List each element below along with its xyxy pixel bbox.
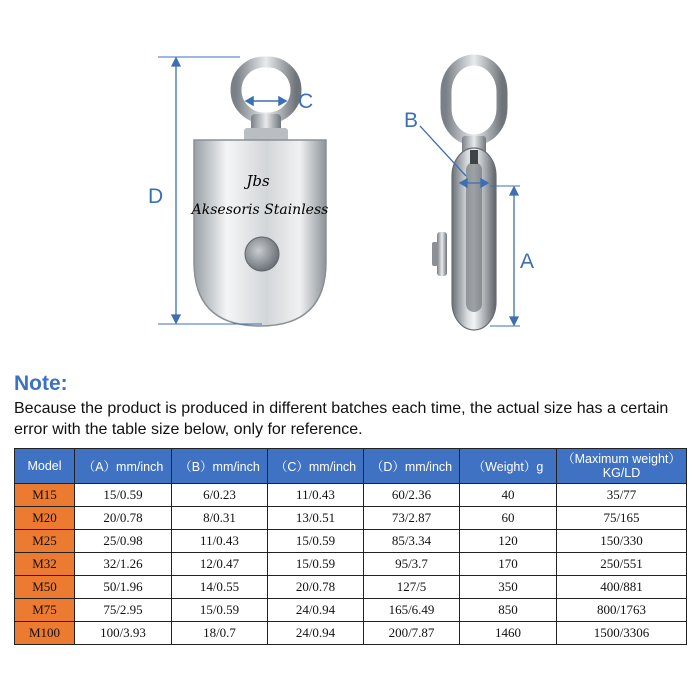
header-weight: （Weight）g [460,449,557,484]
cell-max-weight: 250/551 [557,553,687,576]
cell-a: 15/0.59 [75,484,172,507]
cell-c: 13/0.51 [268,507,364,530]
cell-max-weight: 150/330 [557,530,687,553]
cell-b: 15/0.59 [172,599,268,622]
brand-line1: Jbs [246,172,270,190]
cell-d: 95/3.7 [364,553,460,576]
cell-b: 8/0.31 [172,507,268,530]
cell-model: M15 [15,484,75,507]
header-c: （C）mm/inch [268,449,364,484]
cell-weight: 1460 [460,622,557,645]
header-b: （B）mm/inch [172,449,268,484]
cell-model: M50 [15,576,75,599]
cell-a: 100/3.93 [75,622,172,645]
cell-weight: 850 [460,599,557,622]
header-a: （A）mm/inch [75,449,172,484]
table-row [15,507,687,530]
cell-a: 25/0.98 [75,530,172,553]
cell-max-weight: 35/77 [557,484,687,507]
cell-b: 6/0.23 [172,484,268,507]
cell-a: 20/0.78 [75,507,172,530]
cell-c: 11/0.43 [268,484,364,507]
cell-c: 24/0.94 [268,622,364,645]
cell-model: M32 [15,553,75,576]
dimension-c-arrow [246,97,286,105]
cell-c: 15/0.59 [268,553,364,576]
header-max-weight-line2: KG/LD [602,466,641,480]
label-d: D [148,185,164,208]
label-a: A [520,250,535,273]
cell-a: 50/1.96 [75,576,172,599]
cell-b: 14/0.55 [172,576,268,599]
note-title: Note: [14,372,68,395]
cell-d: 165/6.49 [364,599,460,622]
header-model: Model [15,449,75,484]
cell-weight: 170 [460,553,557,576]
cell-b: 11/0.43 [172,530,268,553]
size-table [14,448,687,645]
brand-line2: Aksesoris Stainless [191,202,329,218]
note-text: Because the product is produced in different batches each time, the actual size has a certain error with the table size below, only for reference. [14,400,669,438]
table-row [15,530,687,553]
cell-d: 127/5 [364,576,460,599]
cell-model: M25 [15,530,75,553]
cell-model: M75 [15,599,75,622]
side-wheel [432,148,496,330]
cell-model: M100 [15,622,75,645]
cell-max-weight: 400/881 [557,576,687,599]
cell-max-weight: 800/1763 [557,599,687,622]
cell-d: 200/7.87 [364,622,460,645]
front-plate [194,140,326,326]
cell-b: 18/0.7 [172,622,268,645]
header-max-weight [557,449,687,484]
cell-c: 20/0.78 [268,576,364,599]
cell-b: 12/0.47 [172,553,268,576]
table-row [15,484,687,507]
table-header-row [15,449,687,484]
front-eye-ring [236,62,296,142]
cell-max-weight: 75/165 [557,507,687,530]
cell-weight: 40 [460,484,557,507]
side-eye-ring [446,60,502,154]
table-row [15,622,687,645]
table-row [15,599,687,622]
cell-weight: 350 [460,576,557,599]
cell-a: 32/1.26 [75,553,172,576]
label-c: C [298,90,314,113]
cell-c: 24/0.94 [268,599,364,622]
cell-d: 60/2.36 [364,484,460,507]
cell-weight: 120 [460,530,557,553]
header-d: （D）mm/inch [364,449,460,484]
label-b: B [404,109,419,132]
cell-d: 85/3.34 [364,530,460,553]
cell-weight: 60 [460,507,557,530]
cell-d: 73/2.87 [364,507,460,530]
table-row [15,553,687,576]
header-max-weight-line1: （Maximum weight） [562,452,681,466]
cell-c: 15/0.59 [268,530,364,553]
cell-a: 75/2.95 [75,599,172,622]
cell-model: M20 [15,507,75,530]
table-row [15,576,687,599]
cell-max-weight: 1500/3306 [557,622,687,645]
